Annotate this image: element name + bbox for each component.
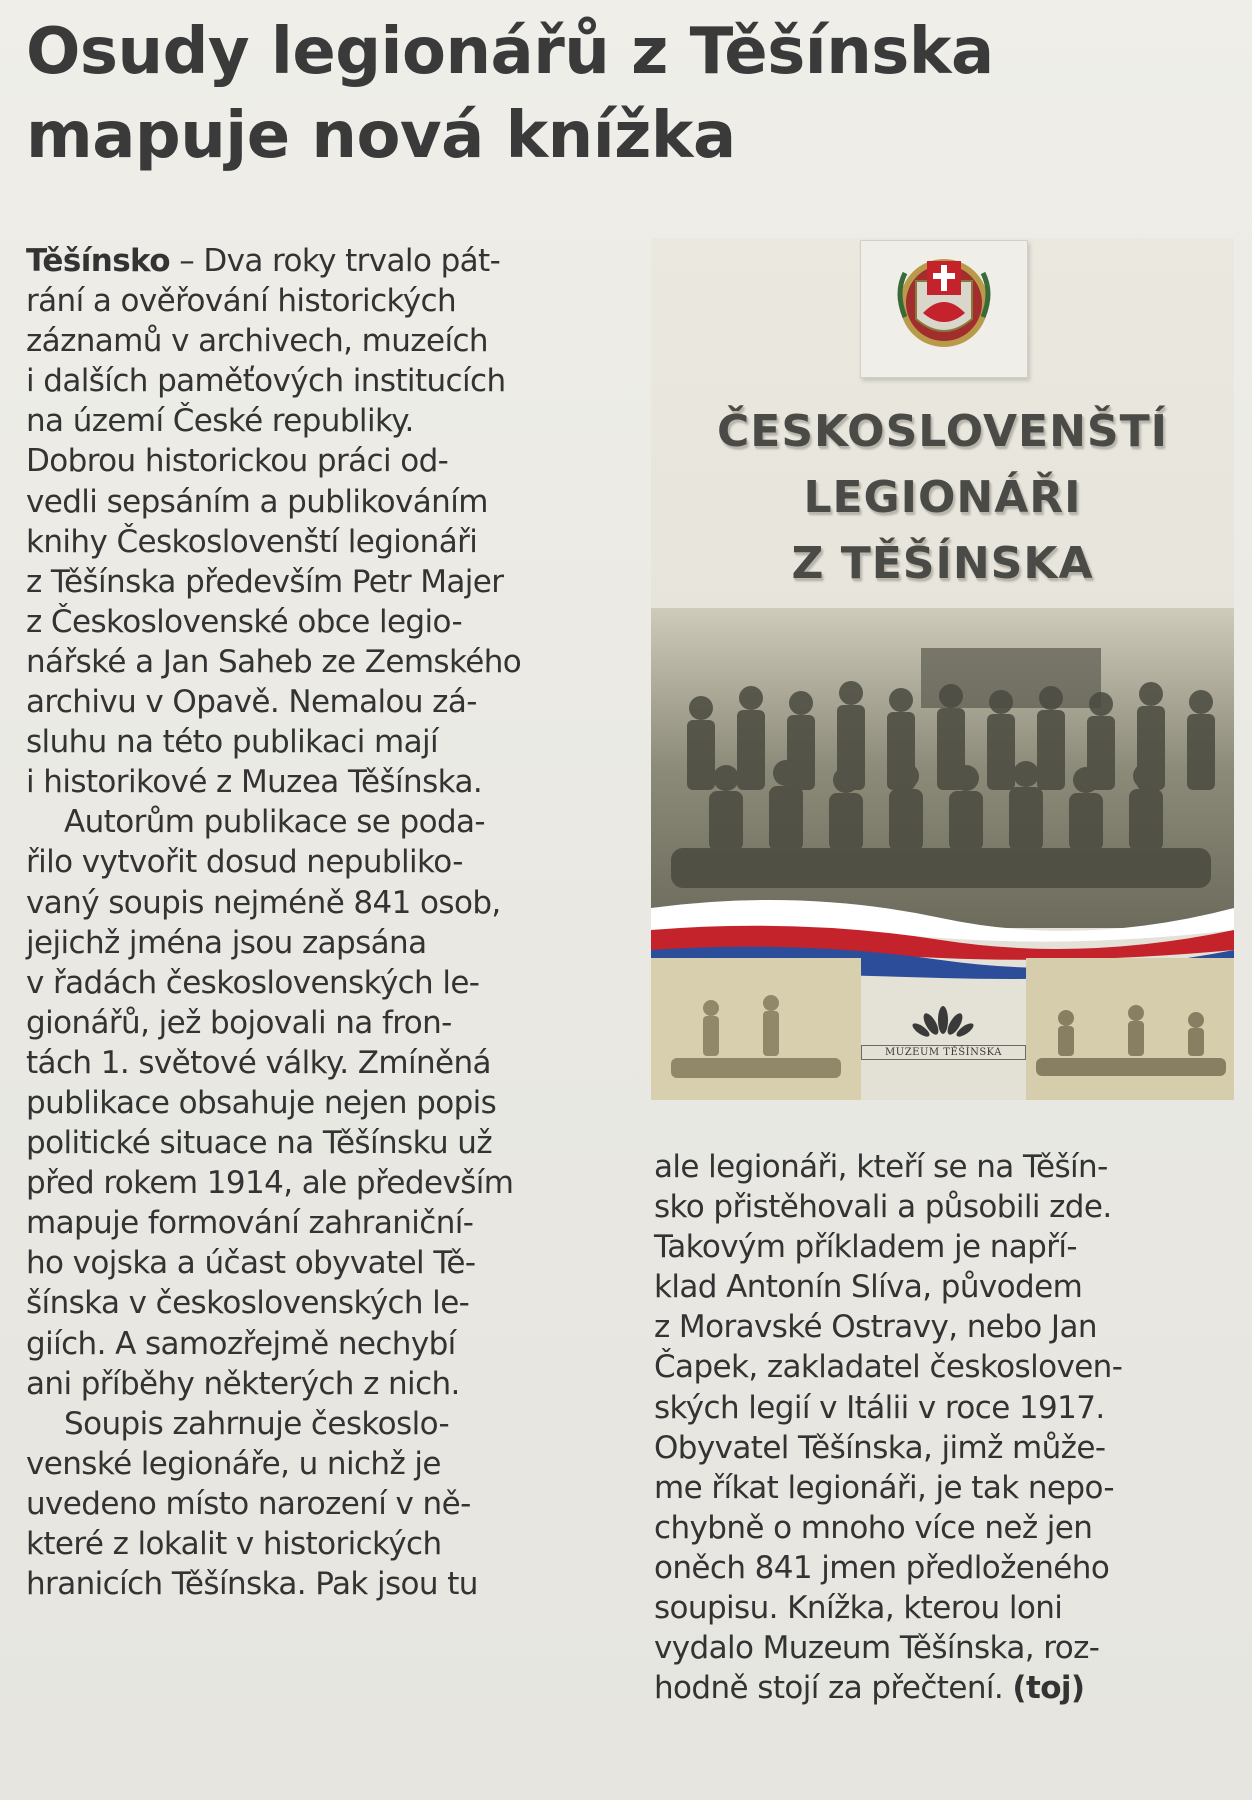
article-text-fragment: – Dva roky trvalo pát- bbox=[169, 243, 501, 279]
article-text-line: rání a ověřování historických bbox=[26, 283, 456, 320]
article-text-line: Čapek, zakladatel českosloven- bbox=[654, 1349, 1123, 1386]
article-text-line: i historikové z Muzea Těšínska. bbox=[26, 764, 483, 801]
headline-line-2: mapuje nová knížka bbox=[26, 99, 736, 173]
museum-name-label: MUZEUM TĚŠÍNSKA bbox=[861, 1045, 1026, 1060]
article-text-line: i dalších paměťových institucích bbox=[26, 363, 506, 400]
book-cover-image bbox=[651, 238, 1234, 1100]
article-text-line: Dobrou historickou práci od- bbox=[26, 443, 449, 480]
cover-bottom-photo-left bbox=[651, 958, 861, 1100]
article-text-line: mapuje formování zahraniční- bbox=[26, 1205, 474, 1242]
article-text-line: ani příběhy některých z nich. bbox=[26, 1365, 460, 1402]
article-text-line: šínska v československých le- bbox=[26, 1285, 470, 1322]
cover-title-line-2: LEGIONÁŘI bbox=[803, 472, 1082, 523]
article-text-line: Autorům publikace se poda- bbox=[64, 804, 486, 841]
article-text-line: jejichž jména jsou zapsána bbox=[26, 924, 427, 961]
article-text-line: nářské a Jan Saheb ze Zemského bbox=[26, 643, 522, 680]
article-text-line: které z lokalit v historických bbox=[26, 1526, 442, 1562]
article-text-line: venské legionáře, u nichž je bbox=[26, 1445, 441, 1482]
article-text-fragment: hodně stojí za přečtení. bbox=[654, 1670, 1013, 1707]
article-text-line: Obyvatel Těšínska, jimž může- bbox=[654, 1429, 1106, 1466]
article-text-line: Takovým příkladem je napří- bbox=[654, 1229, 1077, 1266]
cover-title-line-3: Z TĚŠÍNSKA bbox=[791, 538, 1094, 589]
article-text-line: giích. A samozřejmě nechybí bbox=[26, 1325, 456, 1362]
article-text-line: Soupis zahrnuje českoslo- bbox=[64, 1405, 450, 1442]
article-text-line: hranicích Těšínska. Pak jsou tu bbox=[26, 1566, 478, 1603]
dateline: Těšínsko bbox=[26, 243, 170, 279]
article-text-line: na území České republiky. bbox=[26, 403, 414, 440]
article-text-line: soupisu. Knížka, kterou loni bbox=[654, 1590, 1063, 1627]
museum-logo bbox=[861, 990, 1026, 1080]
article-text-line: uvedeno místo narození v ně- bbox=[26, 1485, 471, 1522]
article-text-line: archivu v Opavě. Nemalou zá- bbox=[26, 684, 477, 721]
article-text-line: ských legií v Itálii v roce 1917. bbox=[654, 1389, 1105, 1426]
author-signature: (toj) bbox=[1012, 1670, 1085, 1707]
article-text-line: sko přistěhovali a působili zde. bbox=[654, 1189, 1112, 1226]
article-text-line: vedli sepsáním a publikováním bbox=[26, 483, 488, 520]
article-text-line: me říkat legionáři, je tak nepo- bbox=[654, 1469, 1114, 1506]
museum-flower-icon bbox=[861, 990, 1026, 1045]
article-text-line: řilo vytvořit dosud nepubliko- bbox=[26, 844, 463, 881]
article-headline bbox=[26, 10, 1236, 178]
article-text-line bbox=[26, 241, 616, 281]
article-text-line: záznamů v archivech, muzeích bbox=[26, 323, 488, 360]
article-text-line: tách 1. světové války. Zmíněná bbox=[26, 1044, 491, 1081]
article-text-line: v řadách československých le- bbox=[26, 964, 480, 1001]
article-column-left bbox=[26, 241, 616, 1604]
cover-title-line-1: ČESKOSLOVENŠTÍ bbox=[717, 406, 1168, 457]
article-text-line: sluhu na této publikaci mají bbox=[26, 724, 439, 761]
headline-line-1: Osudy legionářů z Těšínska bbox=[26, 15, 994, 89]
article-text-line: oněch 841 jmen předloženého bbox=[654, 1549, 1110, 1586]
article-text-line: chybně o mnoho více než jen bbox=[654, 1509, 1093, 1546]
article-text-line: vydalo Muzeum Těšínska, roz- bbox=[654, 1630, 1100, 1667]
article-text-line: knihy Českoslovenští legionáři bbox=[26, 523, 478, 560]
legion-coat-of-arms-icon bbox=[861, 241, 1027, 377]
article-text-line: gionářů, jež bojovali na fron- bbox=[26, 1004, 452, 1041]
article-text-line: ale legionáři, kteří se na Těšín- bbox=[654, 1149, 1108, 1185]
article-column-right bbox=[654, 1147, 1234, 1708]
article-text-line: publikace obsahuje nejen popis bbox=[26, 1084, 497, 1121]
article-text-line: vaný soupis nejméně 841 osob, bbox=[26, 884, 501, 921]
article-text-line: z Československé obce legio- bbox=[26, 603, 463, 640]
article-text-line: klad Antonín Slíva, původem bbox=[654, 1269, 1083, 1306]
article-text-line: politické situace na Těšínsku už bbox=[26, 1125, 493, 1162]
cover-bottom-photo-right bbox=[1026, 958, 1234, 1100]
article-text-line bbox=[654, 1668, 1234, 1708]
article-text-line: před rokem 1914, ale především bbox=[26, 1165, 514, 1202]
article-text-line: z Těšínska především Petr Majer bbox=[26, 563, 504, 600]
emblem-frame bbox=[860, 240, 1028, 378]
article-text-line: z Moravské Ostravy, nebo Jan bbox=[654, 1309, 1097, 1346]
article-text-line: ho vojska a účast obyvatel Tě- bbox=[26, 1245, 476, 1282]
